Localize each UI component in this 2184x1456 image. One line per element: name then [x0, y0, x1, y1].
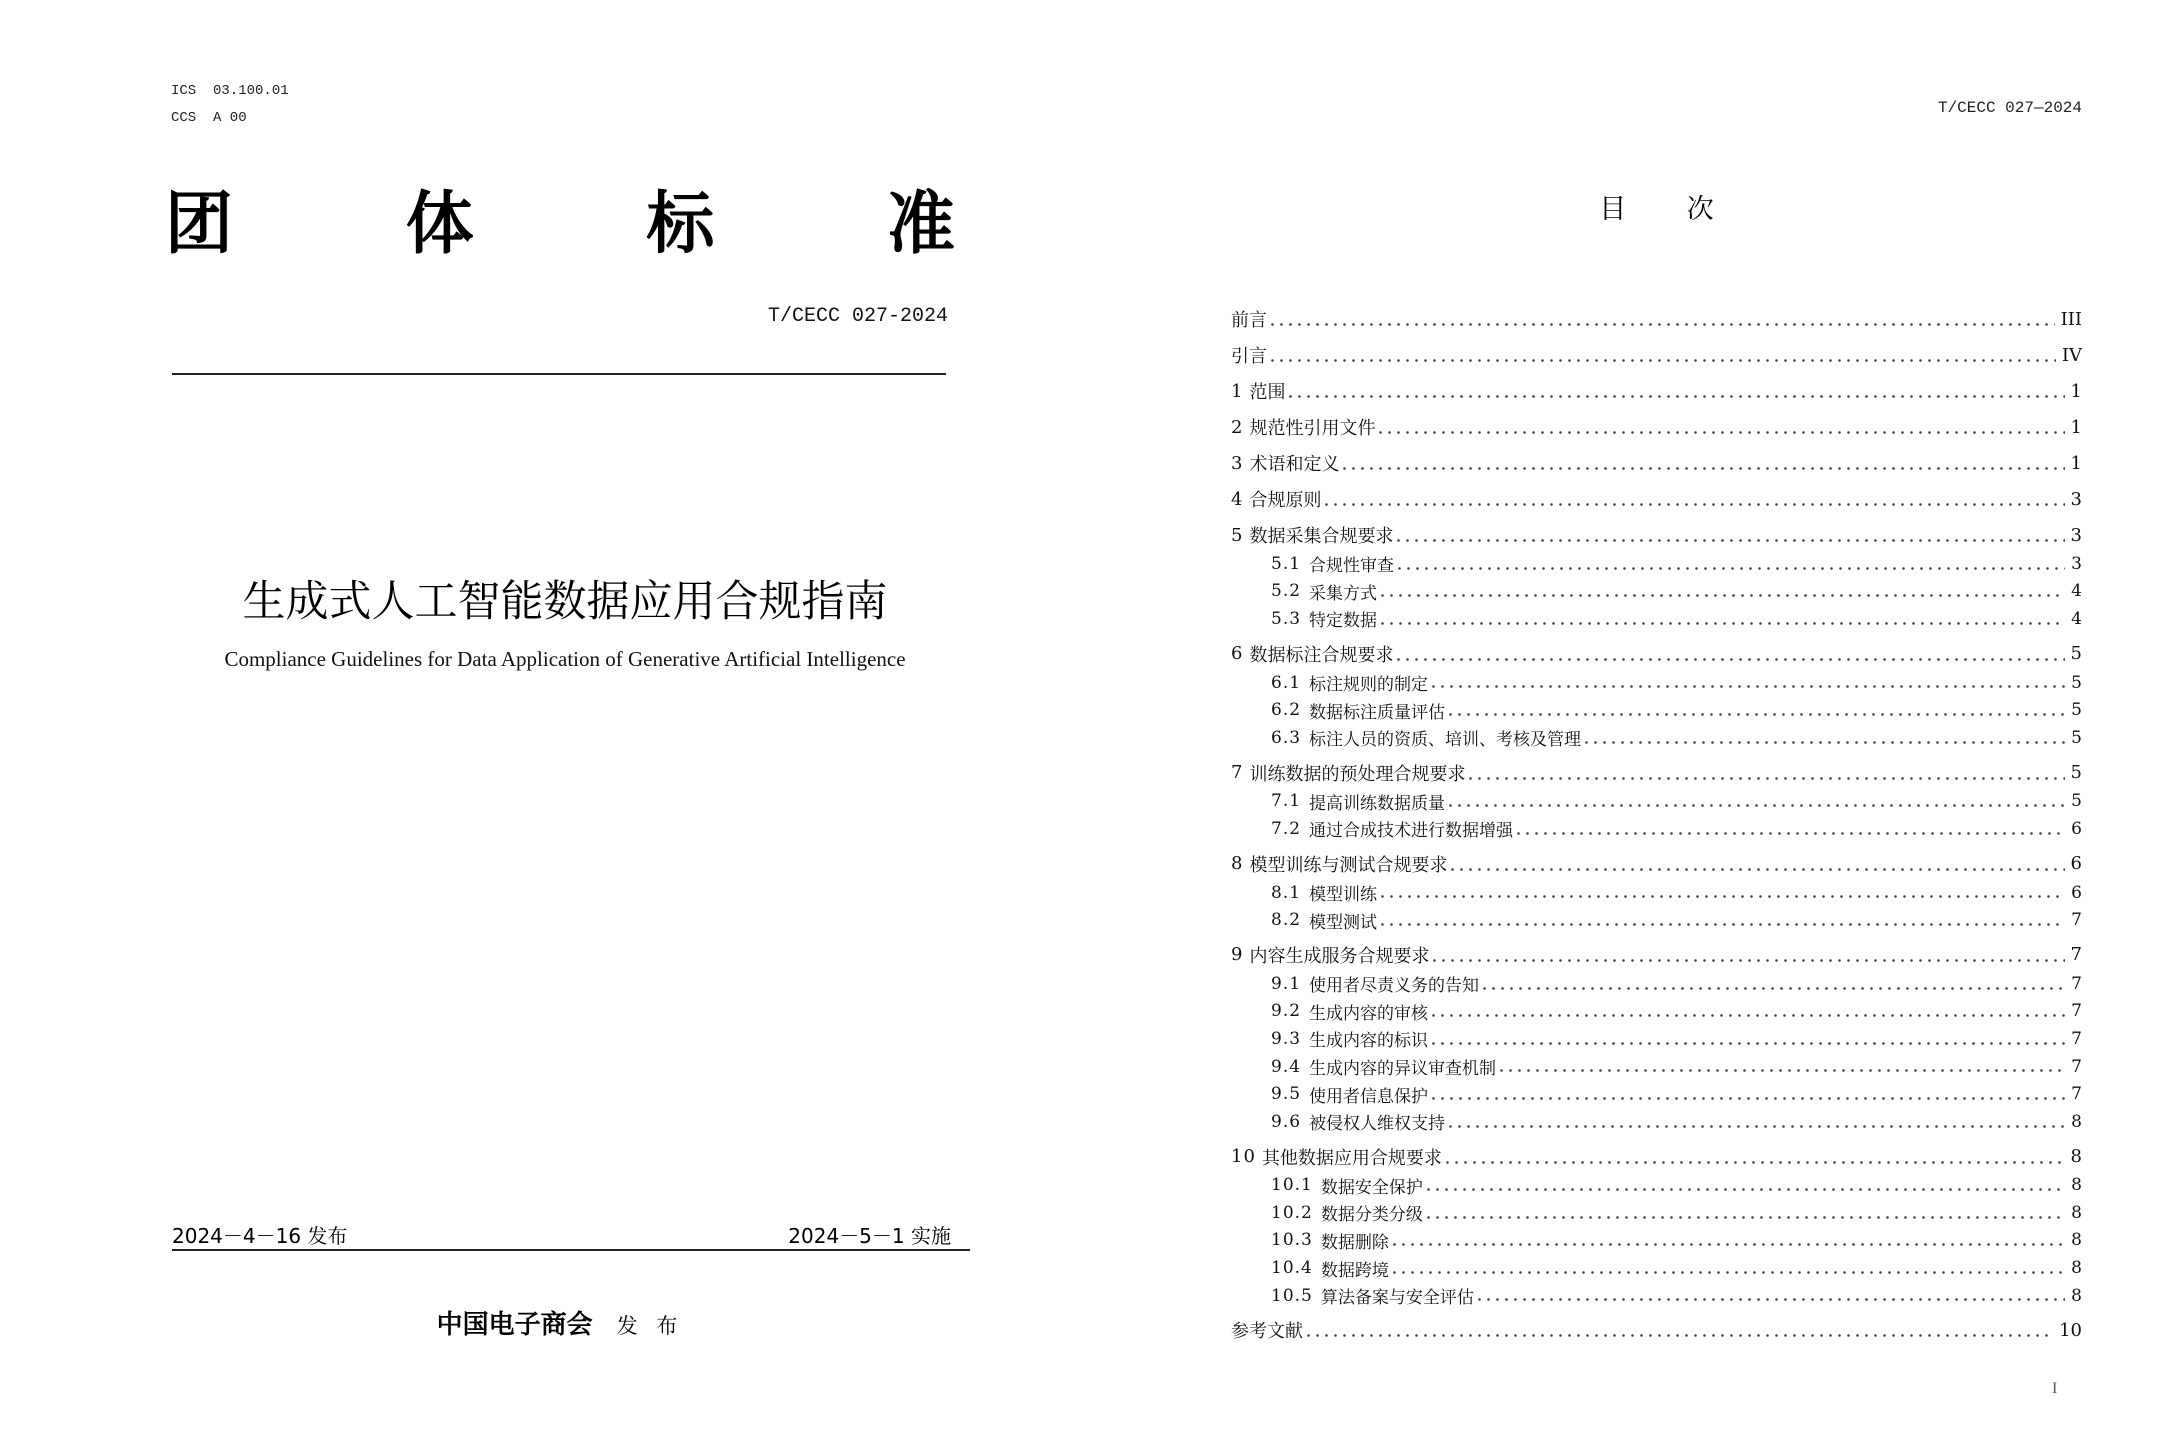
toc-entry-label: 前言 — [1231, 310, 1267, 331]
toc-entry-page: 1 — [2070, 452, 2082, 474]
toc-entry-page: 6 — [2071, 818, 2082, 839]
toc-subentry[interactable] — [1231, 998, 2082, 1026]
toc-dot-leader — [1381, 923, 2065, 926]
toc-entry-label: 数据删除 — [1320, 1232, 1389, 1253]
toc-entry[interactable] — [1231, 1315, 2082, 1345]
toc-entry-number: 6.3 — [1271, 727, 1302, 748]
toc-entry[interactable] — [1231, 340, 2082, 370]
toc-subentry[interactable] — [1231, 1199, 2082, 1227]
toc-entry-number: 5.1 — [1271, 553, 1302, 574]
toc-entry-number: 6.2 — [1271, 700, 1302, 721]
toc-subentry[interactable] — [1231, 578, 2082, 606]
toc-entry-page: 7 — [2071, 910, 2082, 931]
toc-entry-label: 被侵权人维权支持 — [1309, 1114, 1446, 1135]
toc-entry-number: 5.2 — [1271, 581, 1302, 602]
toc-entry-page: 5 — [2071, 791, 2082, 812]
toc-entry-number: 9.5 — [1271, 1084, 1302, 1105]
toc-entry-label: 提高训练数据质量 — [1309, 793, 1446, 814]
toc-entry-label: 算法备案与安全评估 — [1320, 1288, 1474, 1309]
table-of-contents — [1231, 304, 2082, 1345]
toc-entry-label: 模型训练与测试合规要求 — [1249, 854, 1448, 876]
toc-entry-page: 3 — [2070, 524, 2082, 546]
toc-entry-page: 8 — [2071, 1175, 2082, 1196]
toc-entry-number: 10.2 — [1271, 1202, 1313, 1223]
toc-dot-leader — [1449, 804, 2065, 807]
toc-dot-leader — [1381, 895, 2065, 898]
toc-entry-label: 使用者尽责义务的告知 — [1309, 976, 1480, 997]
toc-dot-leader — [1449, 1125, 2065, 1128]
toc-entry-page: 6 — [2071, 882, 2082, 903]
toc-entry-number: 10 — [1231, 1146, 1256, 1167]
toc-dot-leader — [1446, 1161, 2065, 1164]
toc-entry-page: 8 — [2071, 1202, 2082, 1223]
toc-heading: 目 次 — [1599, 194, 1714, 225]
toc-entry[interactable] — [1231, 412, 2082, 442]
toc-entry-label: 通过合成技术进行数据增强 — [1309, 821, 1514, 842]
toc-entry-number: 9.3 — [1271, 1028, 1302, 1049]
toc-entry-label: 生成内容的异议审查机制 — [1309, 1059, 1497, 1080]
toc-dot-leader — [1343, 467, 2064, 470]
toc-entry-number: 2 — [1231, 416, 1244, 438]
toc-entry-page: 5 — [2071, 727, 2082, 748]
cover-divider-bottom — [172, 1249, 970, 1251]
toc-entry-page: 8 — [2071, 1230, 2082, 1251]
toc-entry-number: 10.4 — [1271, 1258, 1313, 1279]
toc-dot-leader — [1393, 1243, 2065, 1246]
toc-entry-label: 术语和定义 — [1249, 454, 1340, 475]
toc-entry-number: 6.1 — [1271, 672, 1302, 693]
toc-entry-label: 采集方式 — [1309, 583, 1378, 604]
toc-subentry[interactable] — [1231, 605, 2082, 633]
toc-subentry[interactable] — [1231, 1254, 2082, 1282]
toc-entry-page: 5 — [2071, 672, 2082, 693]
standard-number: T/CECC 027-2024 — [767, 305, 948, 328]
implement-date: 2024－5－1 实施 — [788, 1224, 951, 1248]
toc-entry-number: 10.5 — [1271, 1285, 1313, 1306]
toc-entry[interactable] — [1231, 940, 2082, 970]
toc-entry-label: 合规原则 — [1249, 490, 1322, 511]
toc-entry-number: 6 — [1231, 643, 1244, 665]
category-char: 标 — [646, 184, 715, 264]
toc-entry-page: 3 — [2070, 488, 2082, 510]
toc-entry-label: 生成内容的标识 — [1309, 1031, 1429, 1052]
toc-dot-leader — [1432, 1014, 2065, 1017]
toc-dot-leader — [1307, 1334, 2053, 1337]
publisher-name: 中国电子商会 — [436, 1310, 593, 1340]
toc-dot-leader — [1585, 741, 2065, 744]
standard-category-heading — [165, 178, 955, 264]
toc-entry-page: 7 — [2071, 1001, 2082, 1022]
toc-dot-leader — [1451, 868, 2064, 871]
toc-dot-leader — [1427, 1216, 2065, 1219]
toc-entry-page: 8 — [2071, 1111, 2082, 1132]
toc-subentry[interactable] — [1231, 1080, 2082, 1108]
toc-dot-leader — [1517, 832, 2065, 835]
toc-dot-leader — [1381, 622, 2065, 625]
toc-entry-label: 数据安全保护 — [1320, 1177, 1423, 1198]
toc-dot-leader — [1500, 1069, 2065, 1072]
toc-dot-leader — [1398, 567, 2065, 570]
toc-dot-leader — [1397, 539, 2064, 542]
toc-subentry[interactable] — [1231, 879, 2082, 907]
toc-entry-label: 数据标注合规要求 — [1249, 644, 1394, 666]
toc-dot-leader — [1478, 1298, 2065, 1301]
publisher-line — [160, 1304, 960, 1341]
document-title-en: Compliance Guidelines for Data Application of Generative Artificial Intelligence — [224, 647, 906, 671]
toc-subentry[interactable] — [1231, 1025, 2082, 1053]
toc-entry[interactable] — [1231, 849, 2082, 879]
toc-subentry[interactable] — [1231, 815, 2082, 843]
toc-entry-page: 4 — [2071, 608, 2082, 629]
toc-entry-number: 9.2 — [1271, 1001, 1302, 1022]
toc-entry[interactable] — [1231, 448, 2082, 478]
toc-entry-number: 7.2 — [1271, 818, 1302, 839]
toc-entry[interactable] — [1231, 304, 2082, 334]
toc-entry-page: 3 — [2071, 553, 2082, 574]
toc-entry-number: 7.1 — [1271, 791, 1302, 812]
toc-subentry[interactable] — [1231, 1282, 2082, 1310]
toc-subentry[interactable] — [1231, 1053, 2082, 1081]
toc-entry-number: 10.1 — [1271, 1175, 1313, 1196]
toc-entry-page: 10 — [2059, 1319, 2082, 1341]
toc-entry-label: 标注人员的资质、培训、考核及管理 — [1309, 730, 1582, 751]
toc-subentry[interactable] — [1231, 1108, 2082, 1136]
toc-dot-leader — [1381, 594, 2065, 597]
ccs-code: CCS A 00 — [171, 110, 247, 126]
category-char: 准 — [886, 184, 955, 264]
toc-entry-number: 4 — [1231, 488, 1244, 510]
toc-entry-number: 9 — [1231, 944, 1244, 966]
toc-dot-leader — [1449, 713, 2065, 716]
toc-entry-number: 5 — [1231, 524, 1244, 546]
toc-entry-label: 参考文献 — [1231, 1321, 1303, 1343]
toc-entry-label: 特定数据 — [1309, 611, 1378, 632]
toc-entry-label: 训练数据的预处理合规要求 — [1249, 763, 1466, 785]
toc-entry-page: 1 — [2070, 416, 2082, 438]
toc-dot-leader — [1432, 685, 2065, 688]
toc-entry-page: 8 — [2071, 1285, 2082, 1306]
cover-divider-top — [172, 373, 946, 375]
toc-subentry[interactable] — [1231, 1227, 2082, 1255]
toc-dot-leader — [1325, 503, 2064, 506]
toc-entry-label: 数据分类分级 — [1320, 1205, 1423, 1226]
toc-entry[interactable] — [1231, 484, 2082, 514]
toc-subentry[interactable] — [1231, 970, 2082, 998]
toc-entry-page: 8 — [2070, 1146, 2082, 1167]
toc-entry[interactable] — [1231, 376, 2082, 406]
toc-entry-page: 7 — [2071, 1084, 2082, 1105]
toc-entry-number: 5.3 — [1271, 608, 1302, 629]
toc-entry-label: 数据跨境 — [1320, 1260, 1389, 1281]
toc-dot-leader — [1397, 658, 2064, 661]
toc-entry-number: 8 — [1231, 853, 1244, 875]
toc-entry-page: 7 — [2071, 973, 2082, 994]
issue-date: 2024－4－16 发布 — [172, 1224, 348, 1248]
toc-subentry[interactable] — [1231, 906, 2082, 934]
toc-subentry[interactable] — [1231, 724, 2082, 752]
toc-entry-label: 生成内容的审核 — [1309, 1003, 1429, 1024]
toc-dot-leader — [1427, 1188, 2065, 1191]
document-title-cn: 生成式人工智能数据应用合规指南 — [242, 577, 888, 627]
toc-entry-number: 8.2 — [1271, 910, 1302, 931]
toc-entry-page: 5 — [2070, 643, 2082, 665]
toc-entry-page: 8 — [2071, 1258, 2082, 1279]
toc-entry-page: 4 — [2071, 581, 2082, 602]
toc-entry-number: 9.4 — [1271, 1056, 1302, 1077]
toc-entry-page: IV — [2061, 344, 2082, 366]
toc-dot-leader — [1393, 1271, 2065, 1274]
toc-entry-number: 9.6 — [1271, 1111, 1302, 1132]
page-number: I — [2052, 1380, 2058, 1397]
toc-dot-leader — [1433, 959, 2064, 962]
toc-entry-label: 内容生成服务合规要求 — [1249, 945, 1430, 967]
toc-entry-label: 标注规则的制定 — [1309, 675, 1429, 696]
toc-dot-leader — [1483, 987, 2065, 990]
toc-entry-label: 引言 — [1231, 346, 1267, 367]
toc-entry-label: 数据采集合规要求 — [1249, 526, 1394, 547]
toc-entry-number: 3 — [1231, 452, 1244, 474]
toc-subentry[interactable] — [1231, 669, 2082, 697]
toc-entry-page: 7 — [2070, 944, 2082, 966]
toc-dot-leader — [1432, 1097, 2065, 1100]
toc-entry-page: III — [2060, 308, 2082, 330]
toc-entry-number: 7 — [1231, 762, 1244, 784]
toc-entry-number: 10.3 — [1271, 1230, 1313, 1251]
toc-entry-page: 7 — [2071, 1028, 2082, 1049]
toc-subentry[interactable] — [1231, 1172, 2082, 1200]
page-header-standard-number: T/CECC 027—2024 — [1937, 99, 2082, 117]
ics-code: ICS 03.100.01 — [171, 83, 289, 99]
toc-entry-label: 其他数据应用合规要求 — [1261, 1147, 1442, 1169]
toc-subentry[interactable] — [1231, 788, 2082, 816]
toc-entry-page: 5 — [2070, 762, 2082, 784]
toc-subentry[interactable] — [1231, 550, 2082, 578]
toc-dot-leader — [1289, 395, 2064, 398]
publisher-suffix: 发 布 — [616, 1314, 684, 1338]
toc-entry-page: 7 — [2071, 1056, 2082, 1077]
toc-dot-leader — [1379, 431, 2064, 434]
toc-entry-label: 模型测试 — [1309, 912, 1378, 933]
toc-dot-leader — [1432, 1042, 2065, 1045]
toc-entry-label: 范围 — [1249, 382, 1286, 403]
toc-dot-leader — [1469, 777, 2064, 780]
toc-entry[interactable] — [1231, 520, 2082, 550]
toc-entry-page: 6 — [2070, 853, 2082, 875]
category-char: 体 — [405, 184, 474, 264]
toc-entry-label: 合规性审查 — [1309, 556, 1395, 577]
toc-entry[interactable] — [1231, 758, 2082, 788]
toc-entry-number: 9.1 — [1271, 973, 1302, 994]
toc-entry[interactable] — [1231, 639, 2082, 669]
toc-entry-label: 规范性引用文件 — [1249, 418, 1376, 439]
category-char: 团 — [165, 184, 234, 264]
toc-entry-label: 使用者信息保护 — [1309, 1086, 1429, 1107]
toc-entry-label: 数据标注质量评估 — [1309, 702, 1446, 723]
toc-entry-number: 8.1 — [1271, 882, 1302, 903]
toc-dot-leader — [1271, 359, 2056, 362]
toc-entry-page: 5 — [2071, 700, 2082, 721]
toc-subentry[interactable] — [1231, 696, 2082, 724]
toc-entry-number: 1 — [1231, 380, 1244, 402]
toc-entry[interactable] — [1231, 1142, 2082, 1172]
toc-dot-leader — [1271, 323, 2055, 326]
toc-entry-page: 1 — [2070, 380, 2082, 402]
toc-entry-label: 模型训练 — [1309, 885, 1378, 906]
